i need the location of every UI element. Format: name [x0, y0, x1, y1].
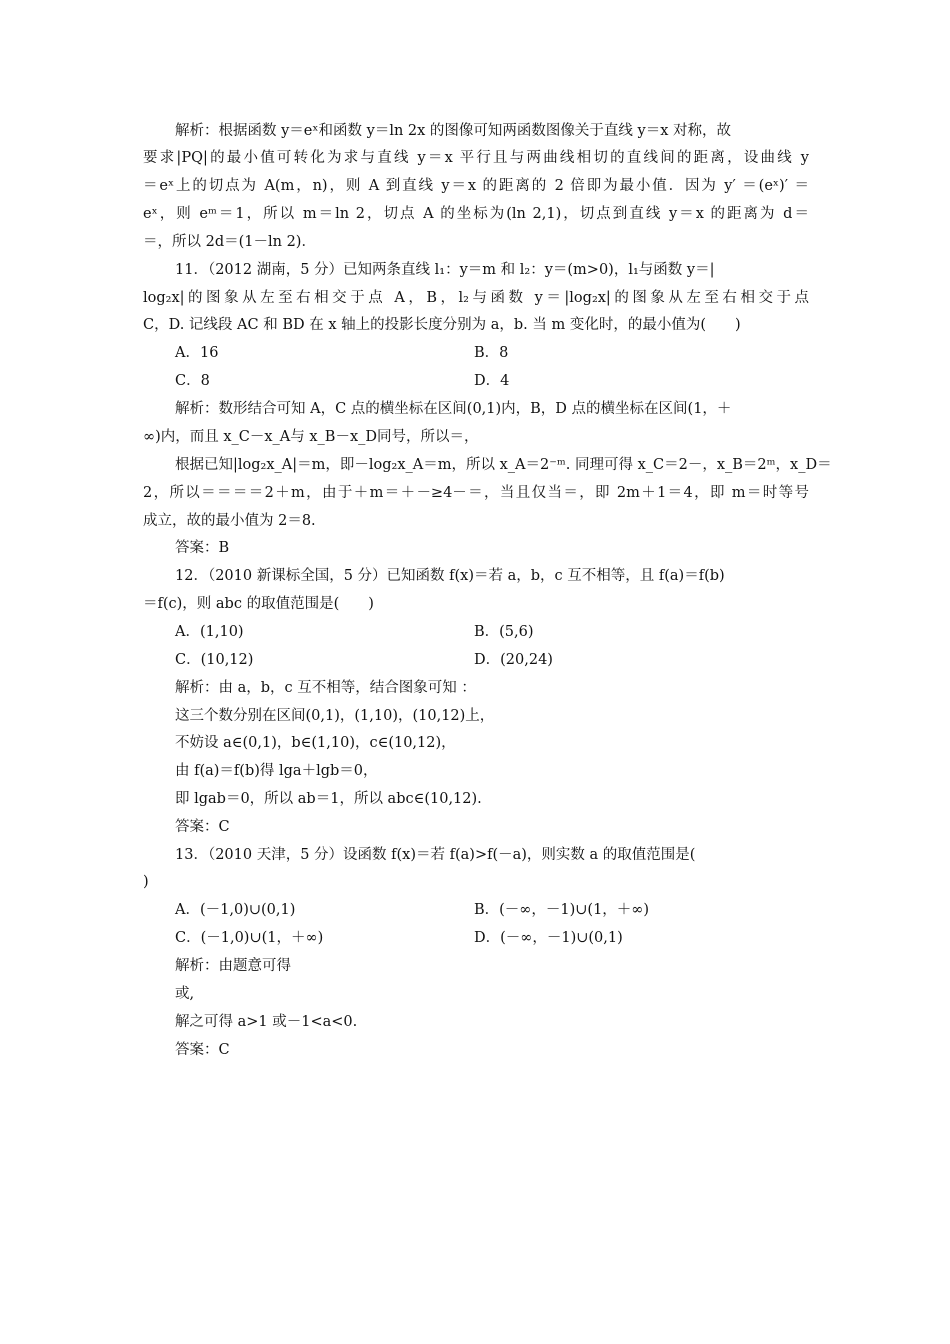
q12-option-d: D．(20,24) — [474, 652, 553, 668]
q13-stem-line-1: 13．（2010 天津，5 分）设函数 f(x)＝若 f(a)>f(－a)，则实数 a 的取值范围是( — [175, 847, 696, 863]
q11-stem-line-3: C，D. 记线段 AC 和 BD 在 x 轴上的投影长度分别为 a，b. 当 m 变化时，的最小值为( ) — [143, 317, 741, 333]
q11-answer: 答案：B — [175, 540, 230, 556]
q12-stem-line-2: ＝f(c)，则 abc 的取值范围是( ) — [143, 596, 374, 612]
q10-analysis-line-2: 要求|PQ|的最小值可转化为求与直线 y＝x 平行且与两曲线相切的直线间的距离，设曲线 y — [143, 150, 809, 166]
q13-answer: 答案：C — [175, 1042, 230, 1058]
q11-analysis-line-4: 2，所以＝＝＝＝2＋m，由于＋m＝＋－≥4－＝，当且仅当＝，即 2m＋1＝4，即 m＝时等号 — [143, 485, 809, 501]
q12-stem-line-1: 12．（2010 新课标全国，5 分）已知函数 f(x)＝若 a，b，c 互不相等，且 f(a)＝f(b) — [175, 568, 725, 584]
q11-analysis-line-3: 根据已知|log₂x_A|＝m，即－log₂x_A＝m，所以 x_A＝2⁻ᵐ. 同理可得 x_C＝2－，x_B＝2ᵐ，x_D＝ — [175, 457, 832, 473]
q11-analysis-line-5: 成立，故的最小值为 2＝8. — [143, 513, 316, 529]
q13-option-b: B．(－∞，－1)∪(1，＋∞) — [474, 902, 650, 918]
q12-answer: 答案：C — [175, 819, 230, 835]
q13-analysis-line-2: 或, — [175, 986, 195, 1002]
q12-analysis-line-3: 不妨设 a∈(0,1)，b∈(1,10)，c∈(10,12)， — [175, 735, 456, 751]
q11-option-b: B．8 — [474, 345, 509, 361]
q13-analysis-line-3: 解之可得 a>1 或－1<a<0. — [175, 1014, 358, 1030]
q10-analysis-line-3: ＝eˣ上的切点为 A(m，n)，则 A 到直线 y＝x 的距离的 2 倍即为最小值．因为 y′ ＝(eˣ)′ ＝ — [143, 178, 809, 194]
q11-option-a: A．16 — [175, 345, 219, 361]
q11-analysis-line-2: ∞)内，而且 x_C－x_A与 x_B－x_D同号，所以＝， — [143, 429, 479, 445]
q11-stem-line-1: 11．（2012 湖南，5 分）已知两条直线 l₁：y＝m 和 l₂：y＝(m>0)，l₁与函数 y＝| — [175, 262, 715, 278]
q13-option-c: C．(－1,0)∪(1，＋∞) — [175, 930, 324, 946]
q11-option-d: D．4 — [474, 373, 510, 389]
q12-analysis-line-1: 解析：由 a，b，c 互不相等，结合图象可知 ： — [175, 680, 476, 696]
q10-analysis-line-5: ＝，所以 2d＝(1－ln 2)． — [143, 234, 316, 250]
q12-analysis-line-4: 由 f(a)＝f(b)得 lga＋lgb＝0， — [175, 763, 378, 779]
q13-analysis-line-1: 解析：由题意可得 — [175, 958, 291, 974]
q11-stem-line-2: log₂x|的图象从左至右相交于点 A，B，l₂与函数 y＝|log₂x|的图象从左至右相交于点 — [143, 290, 809, 306]
q13-stem-line-2: ) — [143, 874, 149, 890]
q13-option-a: A．(－1,0)∪(0,1) — [175, 902, 296, 918]
q10-analysis-line-1: 解析：根据函数 y＝eˣ和函数 y＝ln 2x 的图像可知两函数图像关于直线 y＝x 对称，故 — [175, 123, 732, 139]
q11-analysis-line-1: 解析：数形结合可知 A，C 点的横坐标在区间(0,1)内，B，D 点的横坐标在区间(1，＋ — [175, 401, 732, 417]
q12-analysis-line-2: 这三个数分别在区间(0,1)，(1,10)，(10,12)上， — [175, 708, 495, 724]
q12-analysis-line-5: 即 lgab＝0，所以 ab＝1，所以 abc∈(10,12). — [175, 791, 482, 807]
q11-option-c: C．8 — [175, 373, 210, 389]
q12-option-c: C．(10,12) — [175, 652, 254, 668]
q13-option-d: D．(－∞，－1)∪(0,1) — [474, 930, 623, 946]
q12-option-b: B．(5,6) — [474, 624, 534, 640]
q10-analysis-line-4: eˣ，则 eᵐ＝1，所以 m＝ln 2，切点 A 的坐标为(ln 2,1)，切点到直线 y＝x 的距离为 d＝ — [143, 206, 809, 222]
q12-option-a: A．(1,10) — [175, 624, 244, 640]
